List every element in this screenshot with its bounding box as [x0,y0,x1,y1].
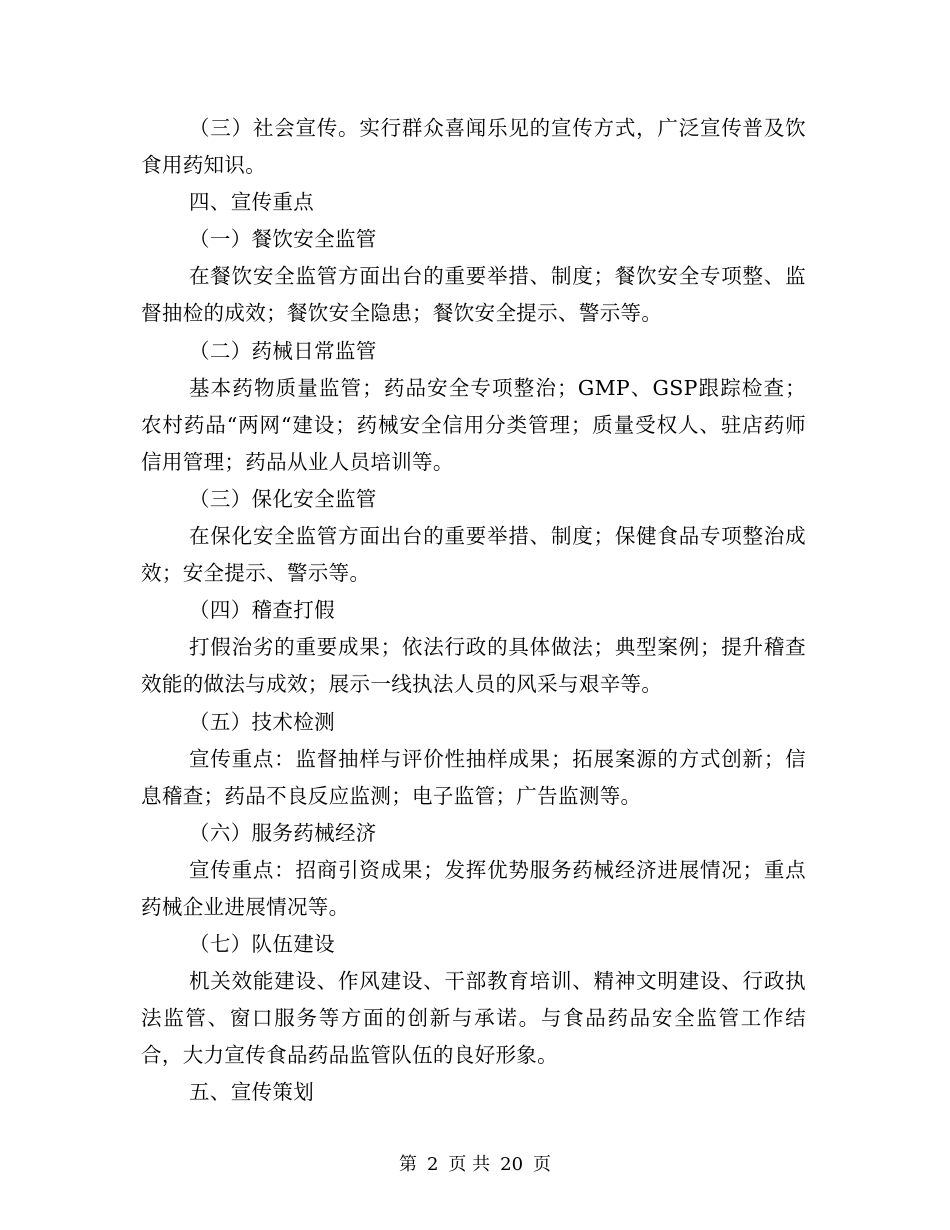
section-heading-publicity-focus: 四、宣传重点 [189,190,315,215]
paragraph-economic-service: 宣传重点：招商引资成果；发挥优势服务药械经济进展情况；重点药械企业进展情况等。 [141,857,806,919]
subheading-health-products: （三）保化安全监管 [189,486,377,511]
paragraph-drug-supervision: 基本药物质量监管；药品安全专项整治；GMP、GSP跟踪检查；农村药品“两网“建设；药械安全信用分类管理；质量受权人、驻店药师信用管理；药品从业人员培训等。 [141,375,806,474]
document-body [141,110,806,1112]
footer-prefix: 第 [398,1154,417,1175]
section-heading-publicity-planning: 五、宣传策划 [189,1080,315,1105]
subheading-technical-testing: （五）技术检测 [189,709,335,734]
footer-total-pages: 20 [500,1154,524,1175]
footer-page-number: 2 [426,1154,439,1175]
paragraph-health-products: 在保化安全监管方面出台的重要举措、制度；保健食品专项整治成效；安全提示、警示等。 [141,524,806,586]
subheading-economic-service: （六）服务药械经济 [189,820,377,845]
subheading-team-building: （七）队伍建设 [189,932,335,957]
page-footer [0,1150,950,1176]
paragraph-social-publicity: （三）社会宣传。实行群众喜闻乐见的宣传方式，广泛宣传普及饮食用药知识。 [141,116,806,178]
footer-suffix: 页 [533,1154,552,1175]
footer-middle: 页 共 [448,1154,491,1175]
paragraph-catering-safety: 在餐饮安全监管方面出台的重要举措、制度；餐饮安全专项整、监督抽检的成效；餐饮安全隐患；餐饮安全提示、警示等。 [141,264,806,326]
subheading-anti-counterfeit: （四）稽查打假 [189,598,335,623]
paragraph-team-building: 机关效能建设、作风建设、干部教育培训、精神文明建设、行政执法监管、窗口服务等方面的创新与承诺。与食品药品安全监管工作结合，大力宣传食品药品监管队伍的良好形象。 [141,969,806,1068]
subheading-catering-safety: （一）餐饮安全监管 [189,227,377,252]
paragraph-anti-counterfeit: 打假治劣的重要成果；依法行政的具体做法；典型案例；提升稽查效能的做法与成效；展示一线执法人员的风采与艰辛等。 [141,635,806,697]
subheading-drug-supervision: （二）药械日常监管 [189,338,377,363]
paragraph-technical-testing: 宣传重点：监督抽样与评价性抽样成果；拓展案源的方式创新；信息稽查；药品不良反应监测；电子监管；广告监测等。 [141,746,806,808]
